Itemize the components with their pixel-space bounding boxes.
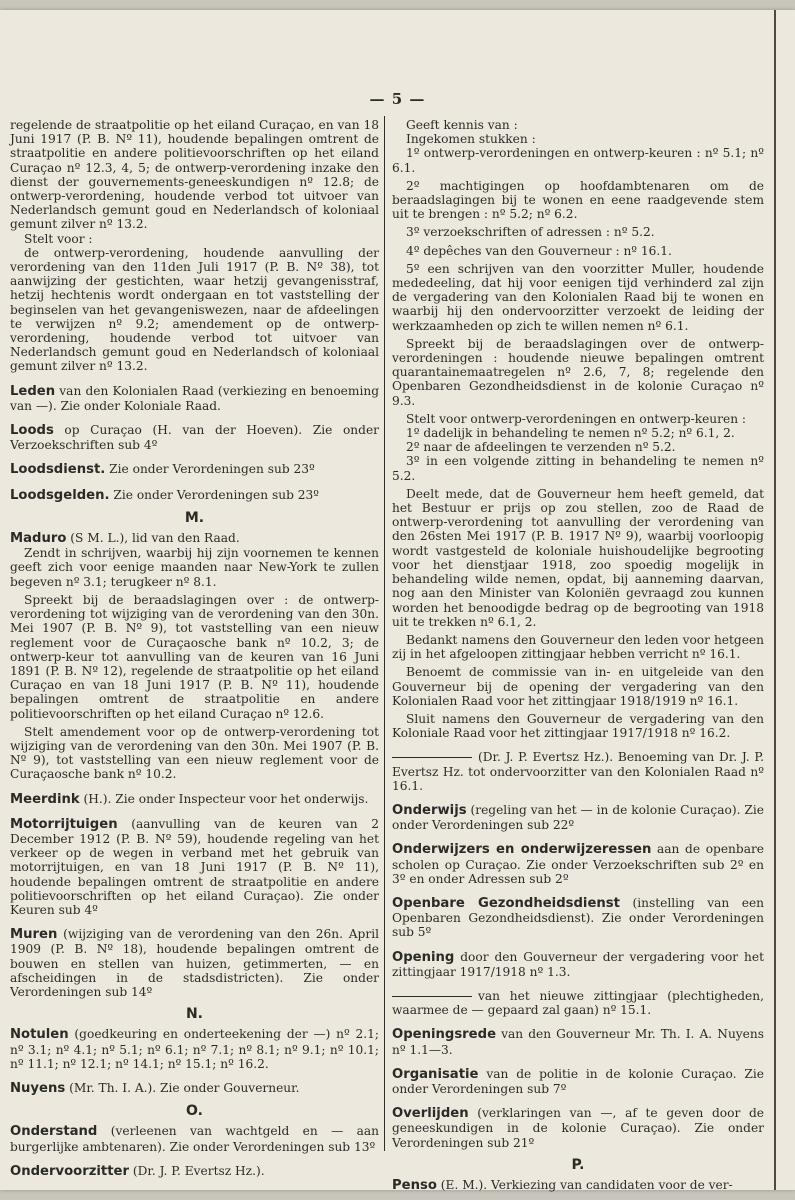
entry-text: van den Gouverneur Mr. Th. I. A. Nuyens nº 1.1—3.	[392, 1027, 764, 1057]
entry-text: (wijziging van de verordening van den 26n. April 1909 (P. B. Nº 18), houdende bepalingen omtrent de bouwen en stellen van huizen, getimmerten, — en afscheidingen in de stadsdistricten). Zie onder Verordeningen sub 14º	[10, 927, 379, 999]
entry-text: (E. M.). Verkiezing van candidaten voor de ver-	[436, 1178, 733, 1192]
entry-heading: Opening	[392, 949, 455, 965]
paragraph: Spreekt bij de beraadslagingen over de ontwerp-verordeningen : houdende nieuwe bepalingen omtrent quarantainemaatregelen nº 2.6, 7, 8; regelende den Openbaren Gezondheidsdienst in de kolonie Curaçao nº 9.3.	[392, 336, 764, 408]
section-letter-n: N.	[185, 1006, 204, 1023]
entry-heading: Onderstand	[10, 1124, 98, 1140]
left-column	[10, 118, 379, 1183]
index-entry-organisatie	[392, 1067, 764, 1096]
entry-text: Zie onder Verordeningen sub 23º	[109, 487, 319, 502]
entry-text: door den Gouverneur der vergadering voor het zittingjaar 1917/1918 nº 1.3.	[392, 949, 764, 979]
paragraph: 4º depêches van den Gouverneur : nº 16.1.	[406, 243, 672, 258]
paragraph: regelende de straatpolitie op het eiland Curaçao, en van 18 Juni 1917 (P. B. Nº 11), houdende bepalingen omtrent de straatpolitie en andere politievoorschriften op het eiland Curaçao nº 12.3, 4, 5; de ontwerp-verordening inzake den dienst der gouvernements-geneeskundigen nº 12.8; de ontwerp-verordening, houdende verbod tot uitvoer van Nederlandsch gemunt goud en Nederlandsch of koloniaal gemunt zilver nº 13.2.	[10, 118, 379, 232]
entry-text: van het nieuwe zittingjaar (plechtigheden, waarmee de — gepaard zal gaan) nº 15.1.	[392, 988, 764, 1018]
paragraph: 1º dadelijk in behandeling te nemen nº 5.2; nº 6.1, 2.	[406, 426, 735, 441]
entry-heading: Nuyens	[10, 1080, 66, 1096]
paragraph: Stelt voor :	[24, 231, 93, 246]
entry-text: (Mr. Th. I. A.). Zie onder Gouverneur.	[65, 1080, 300, 1095]
index-entry-leden	[10, 384, 379, 413]
entry-heading: Loodsgelden.	[10, 487, 110, 503]
entry-heading: Motorrijtuigen	[10, 816, 118, 832]
index-entry-dash	[392, 750, 764, 793]
entry-heading: Openingsrede	[392, 1027, 497, 1043]
entry-heading: Loods	[10, 423, 54, 439]
entry-text: (regeling van het — in de kolonie Curaçao). Zie onder Verordeningen sub 22º	[392, 802, 764, 833]
paragraph: Sluit namens den Gouverneur de vergadering van den Koloniale Raad voor het zittingjaar 1917/1918 nº 16.2.	[392, 711, 764, 741]
index-entry-penso	[392, 1178, 764, 1193]
entry-text: (goedkeuring en onderteekening der —) nº 2.1; nº 3.1; nº 4.1; nº 5.1; nº 6.1; nº 7.1; nº 8.1; nº 9.1; nº 10.1; nº 11.1; nº 12.1; nº 14.1; nº 15.1; nº 16.2.	[10, 1027, 379, 1071]
entry-heading: Muren	[10, 927, 58, 943]
paragraph: Geeft kennis van :	[406, 118, 518, 132]
index-entry-loodsgelden	[10, 488, 379, 503]
entry-heading: Loodsdienst.	[10, 462, 106, 478]
index-entry-maduro	[10, 531, 379, 546]
entry-text: (instelling van een Openbaren Gezondheidsdienst). Zie onder Verordeningen sub 5º	[392, 895, 765, 940]
paragraph: 3º verzoekschriften of adressen : nº 5.2.	[406, 225, 655, 240]
entry-text: (S M. L.), lid van den Raad.	[66, 531, 240, 546]
paragraph: Stelt amendement voor op de ontwerp-verordening tot wijziging van de verordening van den 30n. Mei 1907 (P. B. Nº 9), tot vaststelling van een nieuw reglement voor de Curaçaosche bank nº 10.2.	[10, 724, 379, 782]
entry-text: (H.). Zie onder Inspecteur voor het onderwijs.	[79, 791, 369, 806]
paragraph: 5º een schrijven van den voorzitter Muller, houdende mededeeling, dat hij voor eenigen tijd verhinderd zal zijn de vergadering van den Kolonialen Raad bij te wonen en waarbij hij den ondervoorzitter verzoekt de leiding der werkzaamheden op zich te willen nemen nº 6.1.	[392, 261, 764, 333]
index-entry-overlijden	[392, 1106, 764, 1150]
entry-text: (verklaringen van —, af te geven door de geneeskundigen in de kolonie Curaçao). Zie onder Verordeningen sub 21º	[392, 1106, 764, 1150]
entry-heading: Openbare Gezondheidsdienst	[392, 895, 620, 911]
entry-heading: Organisatie	[392, 1066, 479, 1082]
index-entry-loodsdienst	[10, 462, 379, 477]
entry-text: Zie onder Verordeningen sub 23º	[105, 462, 315, 477]
page-edge-rule	[774, 10, 776, 1190]
index-entry-loods	[10, 423, 379, 452]
paragraph: Bedankt namens den Gouverneur den leden voor hetgeen zij in het afgeloopen zittingjaar hebben verricht nº 16.1.	[392, 632, 764, 662]
entry-heading: Maduro	[10, 531, 67, 547]
paragraph: Benoemt de commissie van in- en uitgeleide van den Gouverneur bij de opening der vergadering van den Kolonialen Raad voor het zittingjaar 1918/1919 nº 16.1.	[392, 665, 764, 708]
index-entry-onderwijs	[392, 803, 764, 832]
entry-heading: Onderwijs	[392, 802, 467, 818]
entry-text: (Dr. J. P. Evertsz Hz.).	[128, 1163, 265, 1178]
paragraph: Ingekomen stukken :	[406, 132, 536, 147]
index-entry-motorrijtuigen	[10, 817, 379, 917]
column-divider	[384, 116, 385, 1151]
index-entry-opening	[392, 950, 764, 979]
index-entry-onderwijzers	[392, 842, 764, 886]
page-number: — 5 —	[369, 90, 426, 108]
entry-heading: Overlijden	[392, 1106, 469, 1122]
entry-heading: Onderwijzers en onderwijzeressen	[392, 842, 652, 858]
entry-text: aan de openbare scholen op Curaçao. Zie onder Verzoekschriften sub 2º en 3º en onder Adressen sub 2º	[392, 842, 765, 886]
paragraph: 2º machtigingen op hoofdambtenaren om de beraadslagingen bij te wonen en eene raadgevende stem uit te brengen : nº 5.2; nº 6.2.	[392, 178, 764, 222]
section-letter-m: M.	[184, 509, 205, 526]
entry-text: van den Kolonialen Raad (verkiezing en benoeming van —). Zie onder Koloniale Raad.	[10, 383, 379, 413]
index-entry-openbare-gezondheidsdienst	[392, 896, 764, 940]
dash-rule	[392, 757, 472, 758]
index-entry-onderstand	[10, 1124, 379, 1153]
section-letter-o: O.	[186, 1103, 203, 1120]
right-column	[392, 118, 764, 1197]
entry-heading: Ondervoorzitter	[10, 1163, 129, 1179]
entry-text: van de politie in de kolonie Curaçao. Zie onder Verordeningen sub 7º	[392, 1066, 764, 1096]
entry-text: (verleenen van wachtgeld en — aan burgerlijke ambtenaren). Zie onder Verordeningen sub 13º	[10, 1124, 379, 1154]
section-letter-p: P.	[571, 1156, 585, 1173]
paragraph: Stelt voor ontwerp-verordeningen en ontwerp-keuren :	[406, 411, 747, 426]
entry-heading: Meerdink	[10, 791, 80, 807]
paragraph: Deelt mede, dat de Gouverneur hem heeft gemeld, dat het Bestuur er prijs op zou stellen, zoo de Raad de ontwerp-verordening tot aanvulling der verordening van den 26sten Mei 1917 (P. B. 1917 Nº 9), waarbij voorloopig wordt vastgesteld de koloniale huishoudelijke begrooting voor het dienstjaar 1918, zoo spoedig mogelijk in behandeling wilde nemen, opdat, bij aanneming daarvan, nog aan den Minister van Koloniën gevraagd zou kunnen worden het benoodigde bedrag op de begrooting van 1918 uit te trekken nº 6.1, 2.	[392, 486, 764, 629]
entry-text: (aanvulling van de keuren van 2 December 1912 (P. B. Nº 59), houdende regeling van het verkeer op de wegen in verband met het gebruik van motorrijtuigen, en van 18 Juni 1917 (P. B. Nº 11), houdende bepalingen omtrent de straatpolitie en andere politievoorschriften op het eiland Curaçao). Zie onder Keuren sub 4º	[10, 816, 379, 917]
entry-heading: Penso	[392, 1178, 437, 1193]
index-entry-notulen	[10, 1027, 379, 1071]
paragraph: Zendt in schrijven, waarbij hij zijn voornemen te kennen geeft zich voor eenige maanden naar New-York te zullen begeven nº 3.1; terugkeer nº 8.1.	[10, 546, 379, 589]
index-entry-muren	[10, 927, 379, 999]
paragraph: 1º ontwerp-verordeningen en ontwerp-keuren : nº 5.1; nº 6.1.	[392, 146, 764, 175]
index-entry-openingsrede	[392, 1027, 764, 1056]
index-entry-opening-2	[392, 989, 764, 1017]
paragraph: Spreekt bij de beraadslagingen over : de ontwerp-verordening tot wijziging van de verordening van den 30n. Mei 1907 (P. B. Nº 9), tot vaststelling van een nieuw reglement voor de Curaçaosche bank nº 10.2, 3; de ontwerp-keur tot aanvulling van de keuren van 16 Juni 1891 (P. B. Nº 12), regelende de straatpolitie op het eiland Curaçao en van 18 Juni 1917 (P. B. Nº 11), houdende bepalingen omtrent de straatpolitie en andere politievoorschriften op het eiland Curaçao nº 12.6.	[10, 592, 379, 721]
entry-heading: Notulen	[10, 1027, 69, 1043]
entry-text: (Dr. J. P. Evertsz Hz.). Benoeming van Dr. J. P. Evertsz Hz. tot ondervoorzitter van den Kolonialen Raad nº 16.1.	[392, 750, 764, 793]
paragraph: 3º in een volgende zitting in behandeling te nemen nº 5.2.	[392, 454, 764, 483]
entry-heading: Leden	[10, 383, 56, 399]
paragraph: 2º naar de afdeelingen te verzenden nº 5.2.	[406, 440, 676, 455]
dash-rule	[392, 996, 472, 997]
entry-text: op Curaçao (H. van der Hoeven). Zie onder Verzoekschriften sub 4º	[10, 423, 379, 453]
paragraph: de ontwerp-verordening, houdende aanvulling der verordening van den 11den Juli 1917 (P. B. Nº 38), tot aanwijzing der gestichten, waar hetzij gevangenisstraf, hetzij hechtenis wordt ondergaan en tot vaststelling der beginselen van het gevangeniswezen, naar de afdeelingen te verwijzen nº 9.2; amendement op de ontwerp-verordening, houdende verbod tot uitvoer van Nederlandsch gemunt goud en Nederlandsch of koloniaal gemunt zilver nº 13.2.	[10, 245, 379, 374]
index-entry-nuyens	[10, 1081, 379, 1096]
index-entry-ondervoorzitter	[10, 1164, 379, 1179]
index-entry-meerdink	[10, 792, 379, 807]
